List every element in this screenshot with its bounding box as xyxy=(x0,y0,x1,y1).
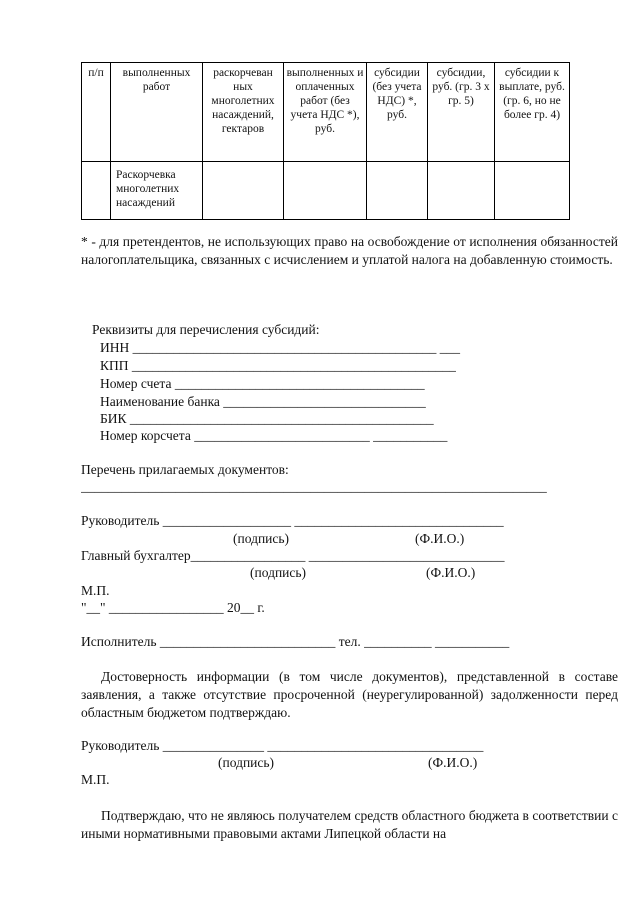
bik-field: БИК _____________________________________________ xyxy=(100,411,434,426)
confirmation-paragraph: Достоверность информации (в том числе документов), представленной в составе заявления, а также отсутствие просроченной (неурегулированной) задолженности перед областным бюджетом подтверждаю. xyxy=(81,669,618,720)
table-header-cell: п/п xyxy=(82,63,111,162)
account-number-field: Номер счета _____________________________________ xyxy=(100,376,425,391)
accountant-signature-line: Главный бухгалтер_________________ _____________________________ xyxy=(81,548,505,563)
documents-label: Перечень прилагаемых документов: xyxy=(81,462,289,477)
table-header-cell: выполненных работ xyxy=(111,63,203,162)
subsidy-table xyxy=(81,62,570,220)
table-header-cell: раскорчеван ных многолетних насаждений, гектаров xyxy=(203,63,284,162)
table-header-cell: субсидии, руб. (гр. 3 x гр. 5) xyxy=(428,63,495,162)
table-cell xyxy=(82,162,111,220)
signature-caption: (подпись) xyxy=(218,755,275,770)
inn-field: ИНН _____________________________________________ ___ xyxy=(100,340,460,355)
head-signature-line: Руководитель ___________________ _______________________________ xyxy=(81,513,504,528)
table-cell xyxy=(284,162,367,220)
table-cell xyxy=(428,162,495,220)
requisites-title: Реквизиты для перечисления субсидий: xyxy=(92,322,320,337)
signature-caption: (подпись) xyxy=(233,531,290,546)
executor-line: Исполнитель __________________________ тел. __________ ___________ xyxy=(81,634,510,649)
kpp-field: КПП ________________________________________________ xyxy=(100,358,456,373)
corr-account-field: Номер корсчета __________________________ ___________ xyxy=(100,428,448,443)
table-header-cell: выполненных и оплаченных работ (без учета НДС *), руб. xyxy=(284,63,367,162)
stamp-label: М.П. xyxy=(81,772,110,787)
table-header-row xyxy=(82,63,570,162)
documents-line: _____________________________________________________________________ xyxy=(81,479,547,494)
stamp-label: М.П. xyxy=(81,583,110,598)
table-header-cell: субсидии к выплате, руб. (гр. 6, но не более гр. 4) xyxy=(495,63,570,162)
confirmation-paragraph-2: Подтверждаю, что не являюсь получателем средств областного бюджета в соответствии с иными нормативными правовыми актами Липецкой области на xyxy=(81,808,618,841)
date-line: "__" _________________ 20__ г. xyxy=(81,600,265,615)
head-signature-line-2: Руководитель _______________ ________________________________ xyxy=(81,738,484,753)
vat-footnote: * - для претендентов, не использующих право на освобождение от исполнения обязанностей налогоплательщика, связанных с исчислением и уплатой налога на добавленную стоимость. xyxy=(81,234,618,267)
fio-caption: (Ф.И.О.) xyxy=(428,755,478,770)
table-cell: Раскорчевка многолетних насаждений xyxy=(111,162,203,220)
fio-caption: (Ф.И.О.) xyxy=(415,531,465,546)
table-cell xyxy=(367,162,428,220)
table-cell xyxy=(495,162,570,220)
table-header-cell: субсидии (без учета НДС) *, руб. xyxy=(367,63,428,162)
table-cell xyxy=(203,162,284,220)
table-row xyxy=(82,162,570,220)
bank-name-field: Наименование банка ______________________________ xyxy=(100,394,426,409)
fio-caption: (Ф.И.О.) xyxy=(426,565,476,580)
signature-caption: (подпись) xyxy=(250,565,307,580)
